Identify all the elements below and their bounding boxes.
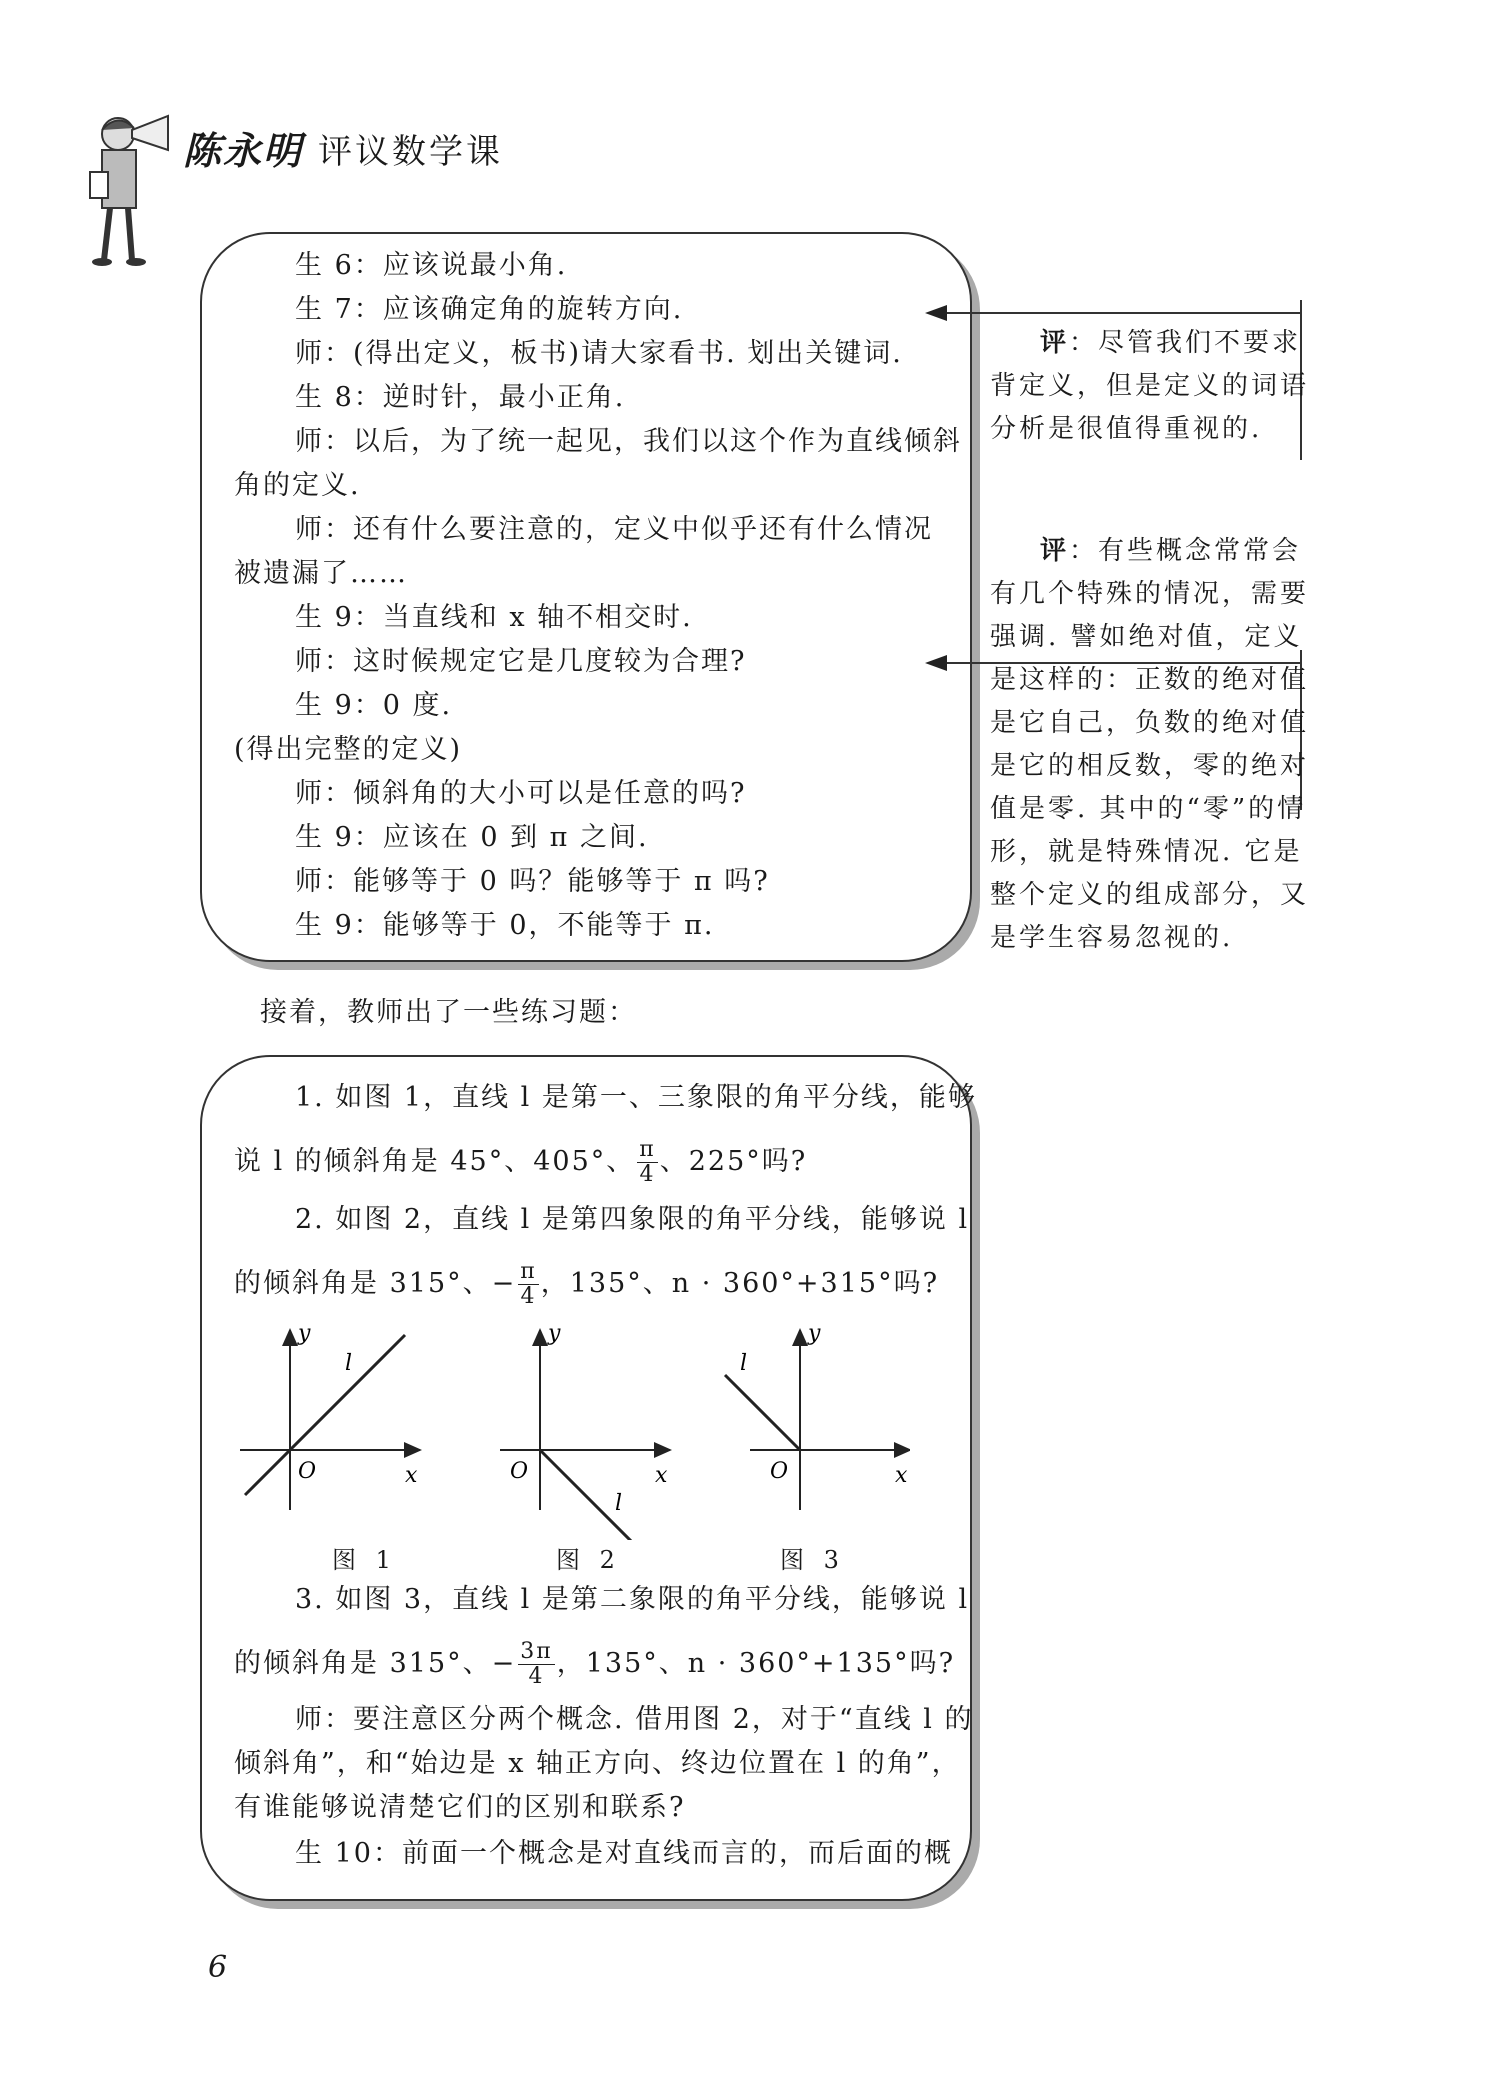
comment-2-line: 是学生容易忽视的. (990, 923, 1234, 953)
figure-1-caption: 图 1 (332, 1546, 397, 1574)
figure-1 (240, 1321, 420, 1510)
dialogue-line: 生 9：应该在 0 到 π 之间. (295, 822, 649, 853)
dialogue-line: 师：(得出定义，板书)请大家看书. 划出关键词. (295, 338, 903, 369)
y-axis-label: y (548, 1321, 561, 1346)
dialogue-line: 师：倾斜角的大小可以是任意的吗? (295, 778, 747, 809)
lecturer-megaphone-icon (88, 110, 178, 270)
student-line: 生 10：前面一个概念是对直线而言的，而后面的概 (295, 1838, 953, 1869)
comment-2-line: 整个定义的组成部分，又 (990, 880, 1310, 910)
dialogue-line: (得出完整的定义) (234, 734, 463, 765)
x-axis-label: x (655, 1463, 668, 1488)
dialogue-line: 生 9：能够等于 0，不能等于 π. (295, 910, 715, 941)
question-1-line: 1. 如图 1，直线 l 是第一、三象限的角平分线，能够 (295, 1082, 977, 1113)
question-3-line: 的倾斜角是 315°、− $\frac{3\pi}{4}$ ，135°、n · 360°+135°吗? (234, 1639, 956, 1689)
dialogue-line: 生 7：应该确定角的旋转方向. (295, 294, 684, 325)
dialogue-line: 师：这时候规定它是几度较为合理? (295, 646, 747, 677)
dialogue-line: 师：能够等于 0 吗？能够等于 π 吗? (295, 866, 770, 897)
line-label: l (740, 1351, 748, 1376)
dialogue-line: 生 9：0 度. (295, 690, 453, 721)
origin-label: O (770, 1459, 789, 1484)
figures-group (230, 1310, 910, 1540)
book-title: 评议数学课 (318, 132, 503, 172)
origin-label: O (510, 1459, 529, 1484)
figure-2-caption: 图 2 (556, 1546, 621, 1574)
figure-2 (500, 1321, 670, 1540)
origin-label: O (298, 1459, 317, 1484)
teacher-line: 师：要注意区分两个概念. 借用图 2，对于“直线 l 的 (295, 1704, 974, 1735)
comment-1-line: 分析是很值得重视的. (990, 414, 1263, 444)
dialogue-line: 生 8：逆时针，最小正角. (295, 382, 626, 413)
dialogue-line: 师：以后，为了统一起见，我们以这个作为直线倾斜 (295, 426, 962, 457)
x-axis-label: x (895, 1463, 908, 1488)
y-axis-label: y (298, 1321, 311, 1346)
author-name: 陈永明 (183, 128, 304, 173)
figure-3 (725, 1321, 910, 1510)
comment-2-line: 值是零. 其中的“零”的情 (990, 794, 1307, 824)
comment-2-line: 是这样的：正数的绝对值 (990, 665, 1310, 695)
intro-line: 接着，教师出了一些练习题： (260, 997, 637, 1028)
comment-2-line: 强调. 譬如绝对值，定义 (990, 622, 1303, 652)
question-1-line: 说 l 的倾斜角是 45°、405°、 $\frac{\pi}{4}$ 、225°吗? (234, 1137, 808, 1187)
dialogue-line: 角的定义. (234, 470, 361, 501)
comment-2-line: 评：有些概念常常会 (1040, 536, 1302, 566)
line-label: l (345, 1351, 353, 1376)
comment-2-line: 是它的相反数，零的绝对 (990, 751, 1310, 781)
comment-tag: 评 (1040, 536, 1070, 566)
figure-3-caption: 图 3 (780, 1546, 845, 1574)
comment-1-line: 背定义，但是定义的词语 (990, 371, 1310, 401)
dialogue-line: 生 9：当直线和 x 轴不相交时. (295, 602, 693, 633)
y-axis-label: y (808, 1321, 821, 1346)
teacher-line: 有谁能够说清楚它们的区别和联系? (234, 1792, 686, 1823)
page-number: 6 (208, 1950, 228, 1985)
fraction-pi-over-4: $\frac{\pi}{4}$ (520, 1259, 537, 1309)
question-2-line: 的倾斜角是 315°、− $\frac{\pi}{4}$ ，135°、n · 360°+315°吗? (234, 1259, 940, 1309)
comment-tag: 评 (1040, 328, 1070, 358)
x-axis-label: x (405, 1463, 418, 1488)
question-3-line: 3. 如图 3，直线 l 是第二象限的角平分线，能够说 l (295, 1584, 970, 1615)
dialogue-line: 师：还有什么要注意的，定义中似乎还有什么情况 (295, 514, 933, 545)
fraction-3pi-over-4: $\frac{3\pi}{4}$ (520, 1639, 553, 1689)
comment-2-line: 形，就是特殊情况. 它是 (990, 837, 1303, 867)
comment-2-line: 有几个特殊的情况，需要 (990, 579, 1310, 609)
fraction-pi-over-4: $\frac{\pi}{4}$ (639, 1137, 656, 1187)
comment-2-line: 是它自己，负数的绝对值 (990, 708, 1310, 738)
dialogue-line: 生 6：应该说最小角. (295, 250, 568, 281)
teacher-line: 倾斜角”，和“始边是 x 轴正方向、终边位置在 l 的角”， (234, 1748, 961, 1779)
line-label: l (615, 1491, 623, 1516)
question-2-line: 2. 如图 2，直线 l 是第四象限的角平分线，能够说 l (295, 1204, 970, 1235)
comment-1-line: 评：尽管我们不要求 (1040, 328, 1302, 358)
dialogue-line: 被遗漏了…… (234, 558, 408, 589)
